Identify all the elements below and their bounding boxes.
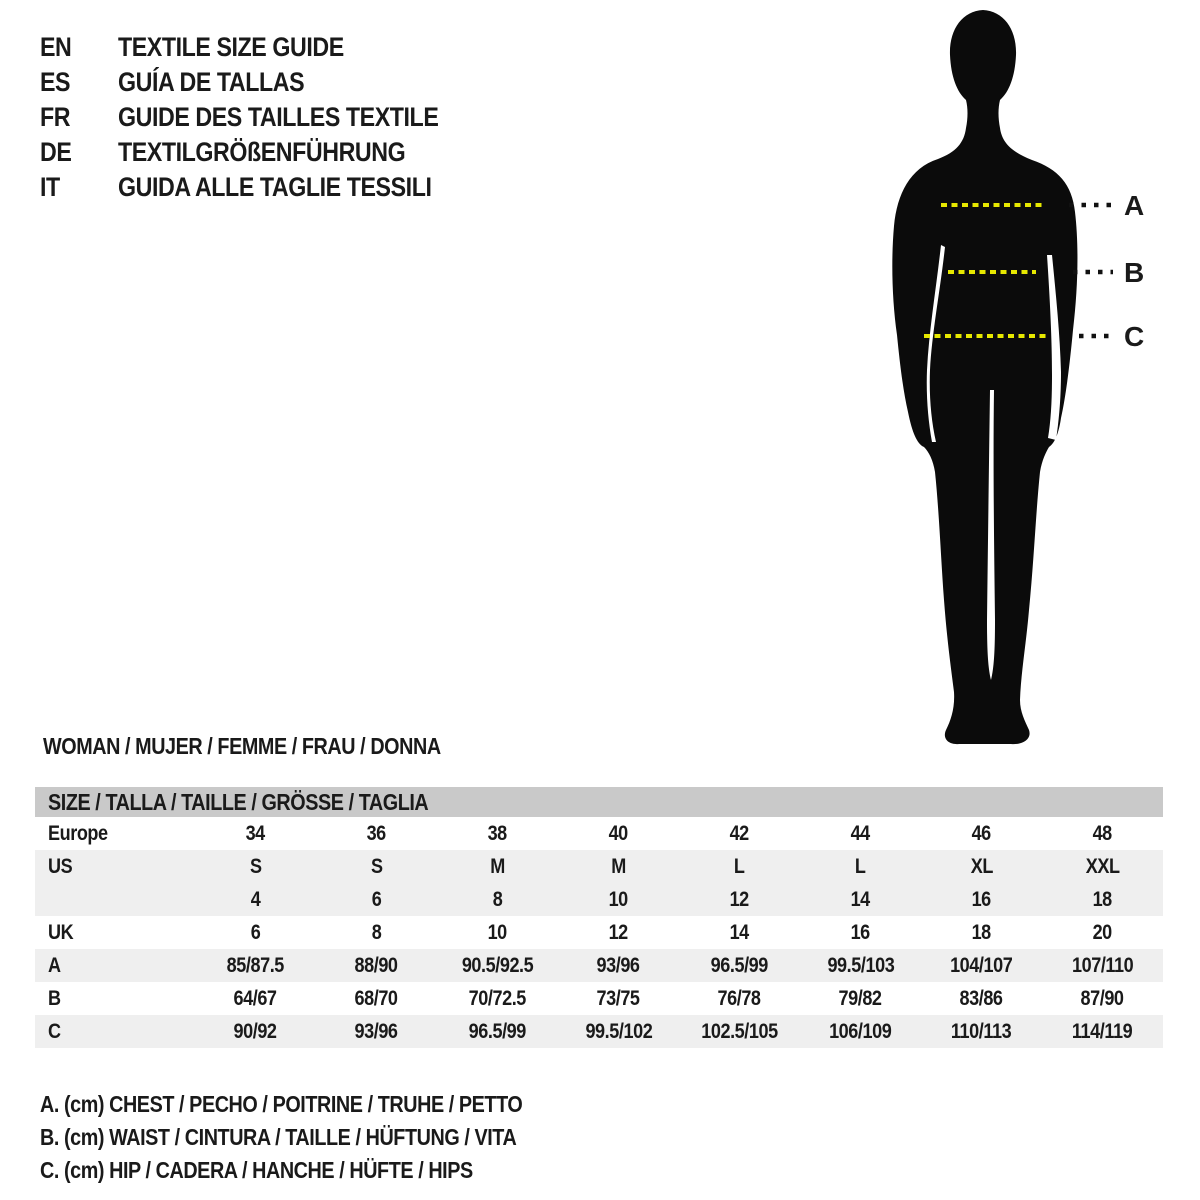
language-code: ES: [40, 67, 71, 97]
row-label: Europe: [48, 821, 108, 845]
legend-waist: B. (cm) WAIST / CINTURA / TAILLE / HÜFTUNG / VITA: [40, 1124, 517, 1150]
language-row-it: [40, 170, 491, 205]
row-label: C: [48, 1019, 61, 1043]
language-row-fr: [40, 100, 491, 135]
language-list: [40, 30, 491, 205]
language-title: GUÍA DE TALLAS: [118, 67, 305, 97]
language-code: DE: [40, 137, 72, 167]
language-title: TEXTILE SIZE GUIDE: [118, 32, 344, 62]
row-label: [35, 888, 195, 912]
table-row-chest-a: A 85/87.5 88/90 90.5/92.5 93/96 96.5/99 99.5/103 104/107 107/110: [35, 949, 1163, 982]
language-title: GUIDA ALLE TAGLIE TESSILI: [118, 172, 432, 202]
table-row-us-numeric: 4 6 8 10 12 14 16 18: [35, 883, 1163, 916]
legend-chest: A. (cm) CHEST / PECHO / POITRINE / TRUHE / PETTO: [40, 1091, 523, 1117]
measure-label-b: B: [1124, 257, 1145, 288]
section-title-woman: WOMAN / MUJER / FEMME / FRAU / DONNA: [43, 733, 441, 759]
language-row-es: [40, 65, 491, 100]
table-row-hip-c: C 90/92 93/96 96.5/99 99.5/102 102.5/105 106/109 110/113 114/119: [35, 1015, 1163, 1048]
language-code: EN: [40, 32, 72, 62]
measure-label-a: A: [1124, 190, 1145, 221]
measurement-legend: [40, 1088, 601, 1187]
row-label: A: [48, 953, 61, 977]
row-label: B: [48, 986, 61, 1010]
woman-silhouette: [892, 10, 1077, 744]
language-row-de: [40, 135, 491, 170]
language-code: IT: [40, 172, 60, 202]
size-table: [35, 787, 1163, 1048]
woman-silhouette-figure: [880, 0, 1200, 760]
language-title: TEXTILGRÖßENFÜHRUNG: [118, 137, 406, 167]
row-label: US: [48, 854, 73, 878]
table-row-europe: Europe 34 36 38 40 42 44 46 48: [35, 817, 1163, 850]
language-row-en: [40, 30, 491, 65]
measure-label-c: C: [1124, 321, 1145, 352]
table-row-uk: UK 6 8 10 12 14 16 18 20: [35, 916, 1163, 949]
row-label: UK: [48, 920, 74, 944]
size-table-header: SIZE / TALLA / TAILLE / GRÖSSE / TAGLIA: [35, 787, 1163, 817]
table-row-waist-b: B 64/67 68/70 70/72.5 73/75 76/78 79/82 83/86 87/90: [35, 982, 1163, 1015]
language-code: FR: [40, 102, 71, 132]
language-title: GUIDE DES TAILLES TEXTILE: [118, 102, 439, 132]
legend-hip: C. (cm) HIP / CADERA / HANCHE / HÜFTE / HIPS: [40, 1157, 473, 1183]
table-row-us: US S S M M L L XL XXL: [35, 850, 1163, 883]
